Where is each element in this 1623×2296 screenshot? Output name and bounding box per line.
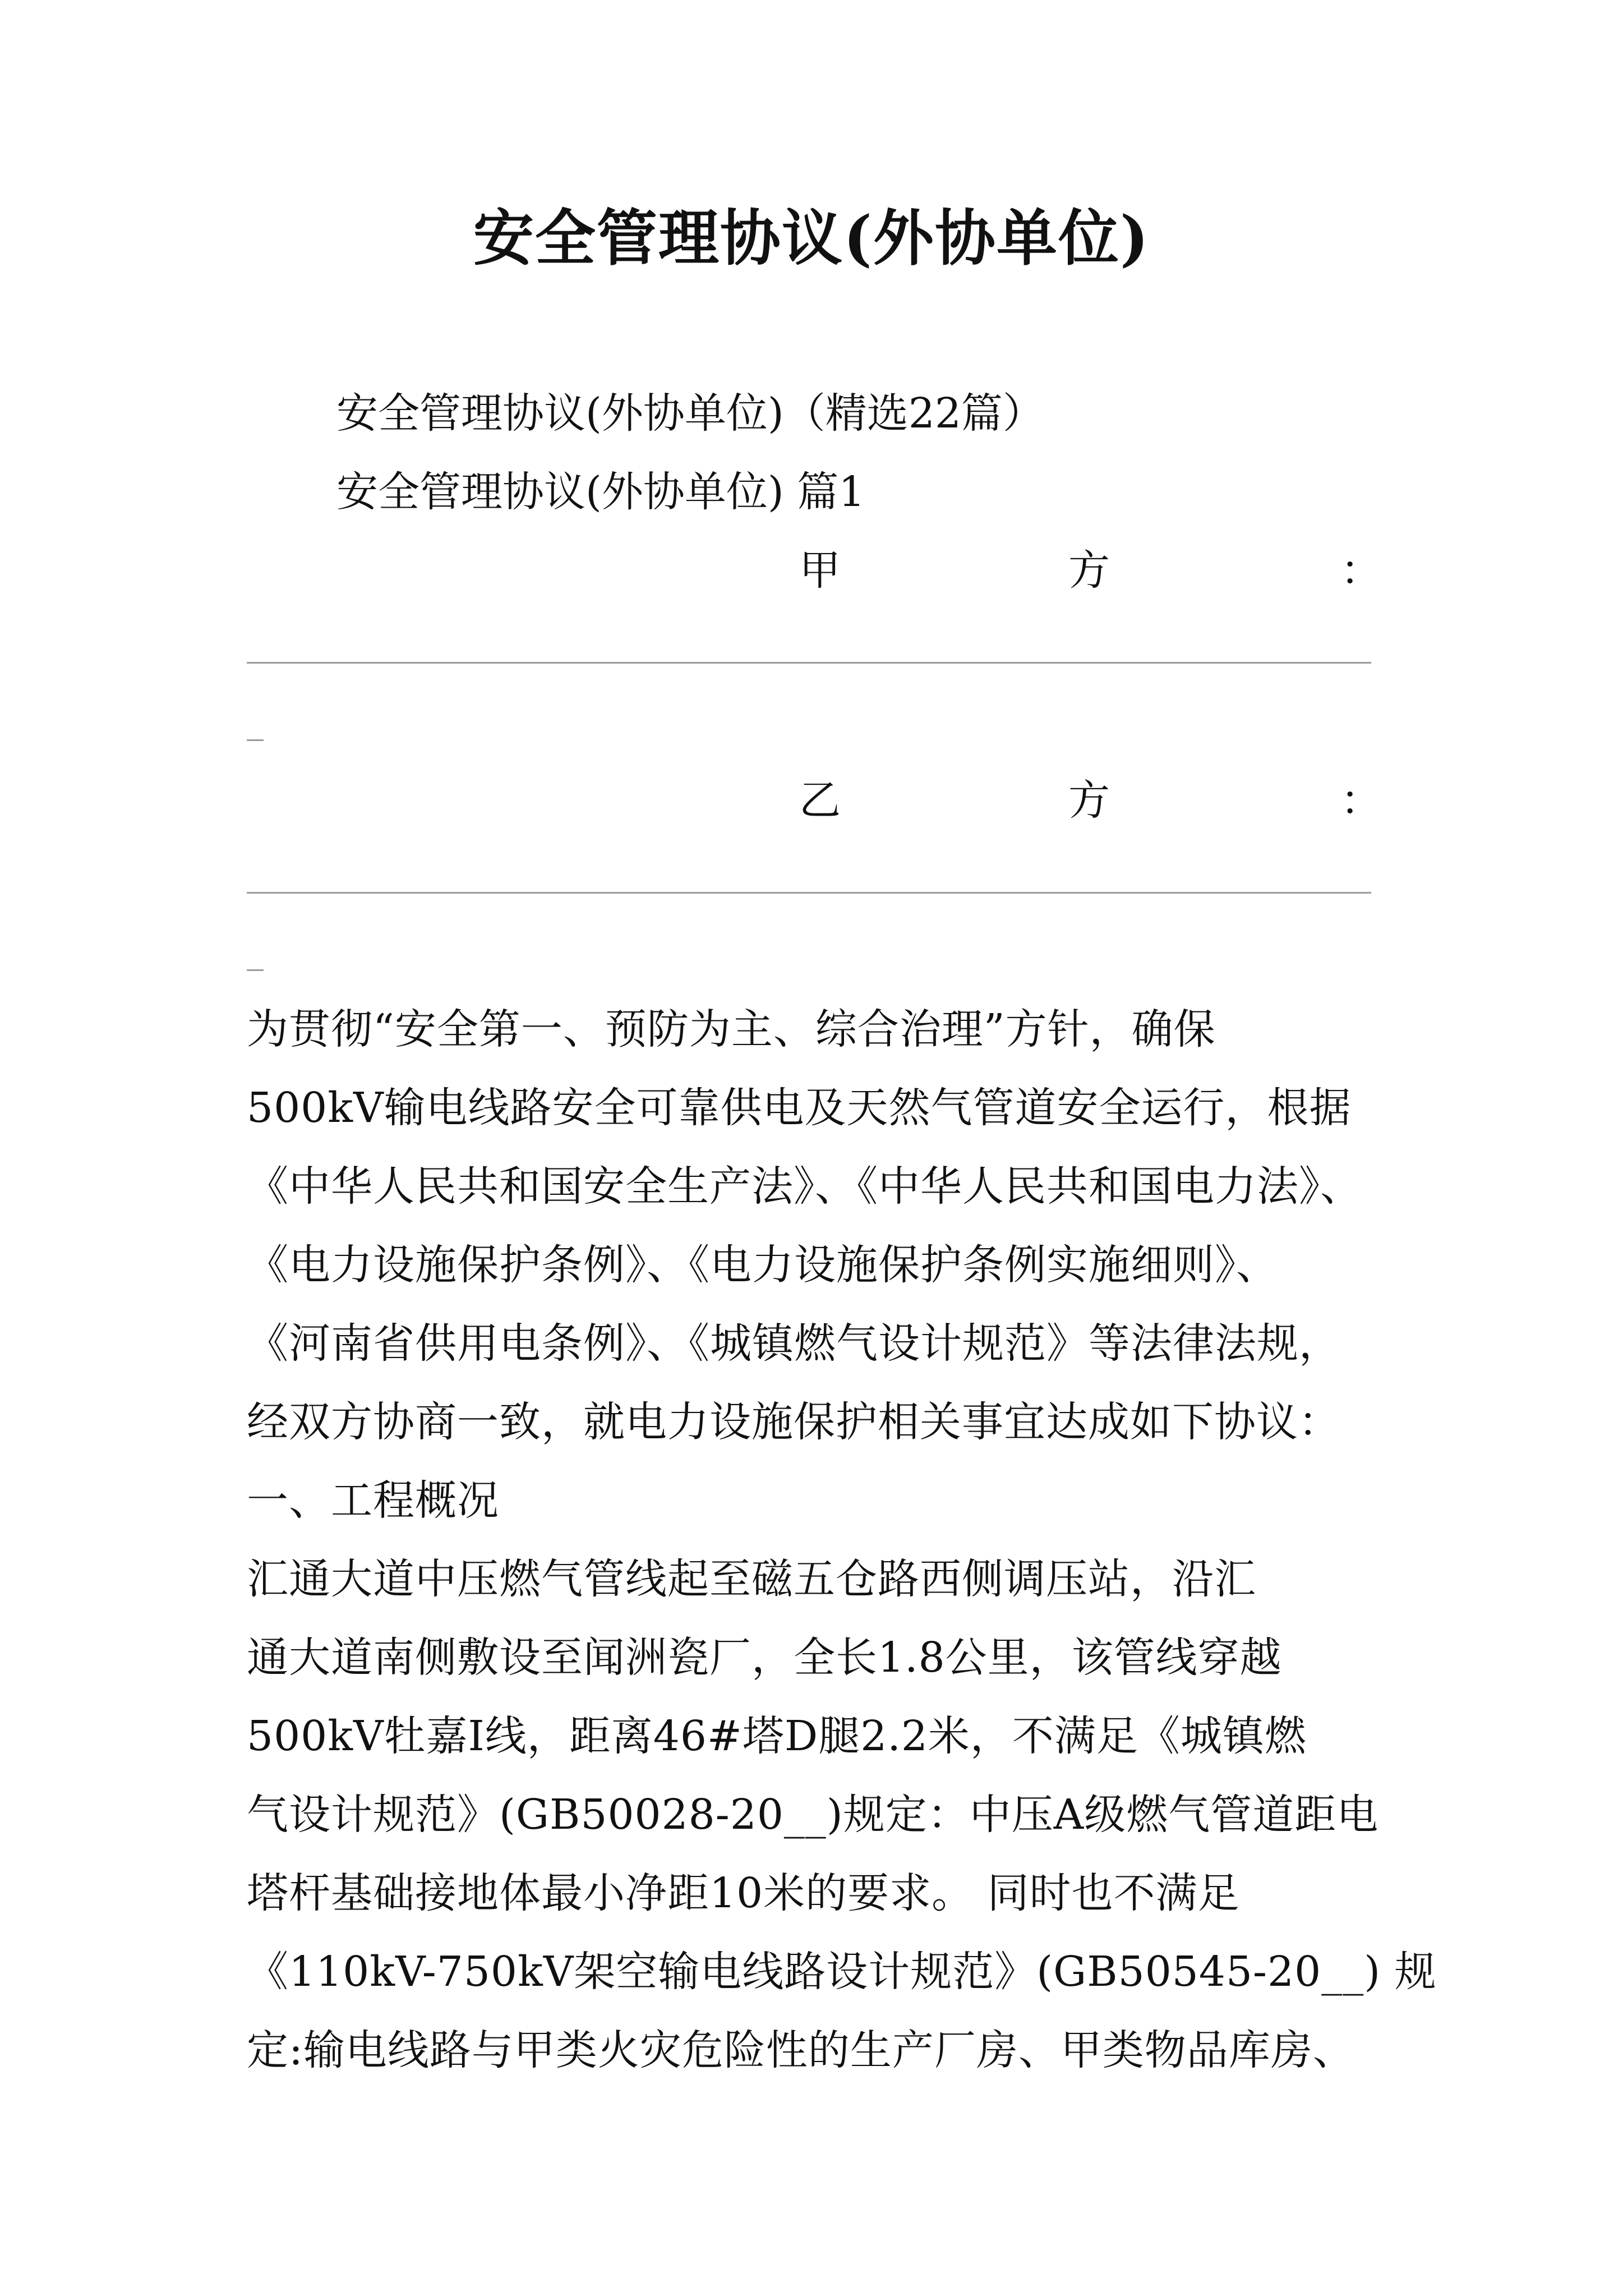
document-subtitle: 安全管理协议(外协单位)（精选22篇） <box>336 389 1044 438</box>
party-b-fill-line <box>247 892 1371 894</box>
paragraph-1-line: 《河南省供用电条例》、《城镇燃气设计规范》等法律法规， <box>247 1319 1341 1368</box>
party-b-char2: 方 <box>1068 776 1110 825</box>
section-heading: 安全管理协议(外协单位) 篇1 <box>336 468 865 516</box>
party-a-fill-line <box>247 662 1371 664</box>
paragraph-2-line: 气设计规范》(GB50028-20__)规定：中压A级燃气管道距电 <box>247 1791 1379 1839</box>
paragraph-2-line: 500kV牡嘉Ⅰ线，距离46#塔D腿2.2米，不满足《城镇燃 <box>247 1712 1307 1760</box>
paragraph-2-line: 通大道南侧敷设至闻洲瓷厂，全长1.8公里，该管线穿越 <box>247 1634 1282 1682</box>
party-b-label <box>247 770 1382 831</box>
party-a-fill-line-end <box>247 739 264 741</box>
party-a-colon: ： <box>1340 546 1382 595</box>
party-b-fill-line-end <box>247 969 264 971</box>
paragraph-1-line: 为贯彻“安全第一、预防为主、综合治理”方针，确保 <box>247 1005 1216 1053</box>
heading-project-overview: 一、工程概况 <box>247 1476 499 1525</box>
party-b-colon: ： <box>1340 776 1382 825</box>
party-a-label <box>247 540 1382 601</box>
paragraph-2-line: 定:输电线路与甲类火灾危险性的生产厂房、甲类物品库房、 <box>247 2026 1355 2074</box>
paragraph-2-line: 塔杆基础接地体最小净距10米的要求。 同时也不满足 <box>247 1869 1240 1917</box>
paragraph-1-line: 500kV输电线路安全可靠供电及天然气管道安全运行，根据 <box>247 1084 1352 1132</box>
document-title: 安全管理协议(外协单位) <box>473 203 1150 274</box>
party-a-char2: 方 <box>1068 546 1110 595</box>
paragraph-1-line: 《中华人民共和国安全生产法》、《中华人民共和国电力法》、 <box>247 1162 1362 1211</box>
paragraph-2-line: 《110kV-750kV架空输电线路设计规范》(GB50545-20__) 规 <box>247 1948 1437 1996</box>
paragraph-1-line: 《电力设施保护条例》、《电力设施保护条例实施细则》、 <box>247 1241 1278 1289</box>
paragraph-1-line: 经双方协商一致，就电力设施保护相关事宜达成如下协议： <box>247 1398 1340 1446</box>
party-b-char1: 乙 <box>799 776 841 825</box>
paragraph-2-line: 汇通大道中压燃气管线起至磁五仓路西侧调压站，沿汇 <box>247 1555 1256 1603</box>
party-a-char1: 甲 <box>799 546 841 595</box>
